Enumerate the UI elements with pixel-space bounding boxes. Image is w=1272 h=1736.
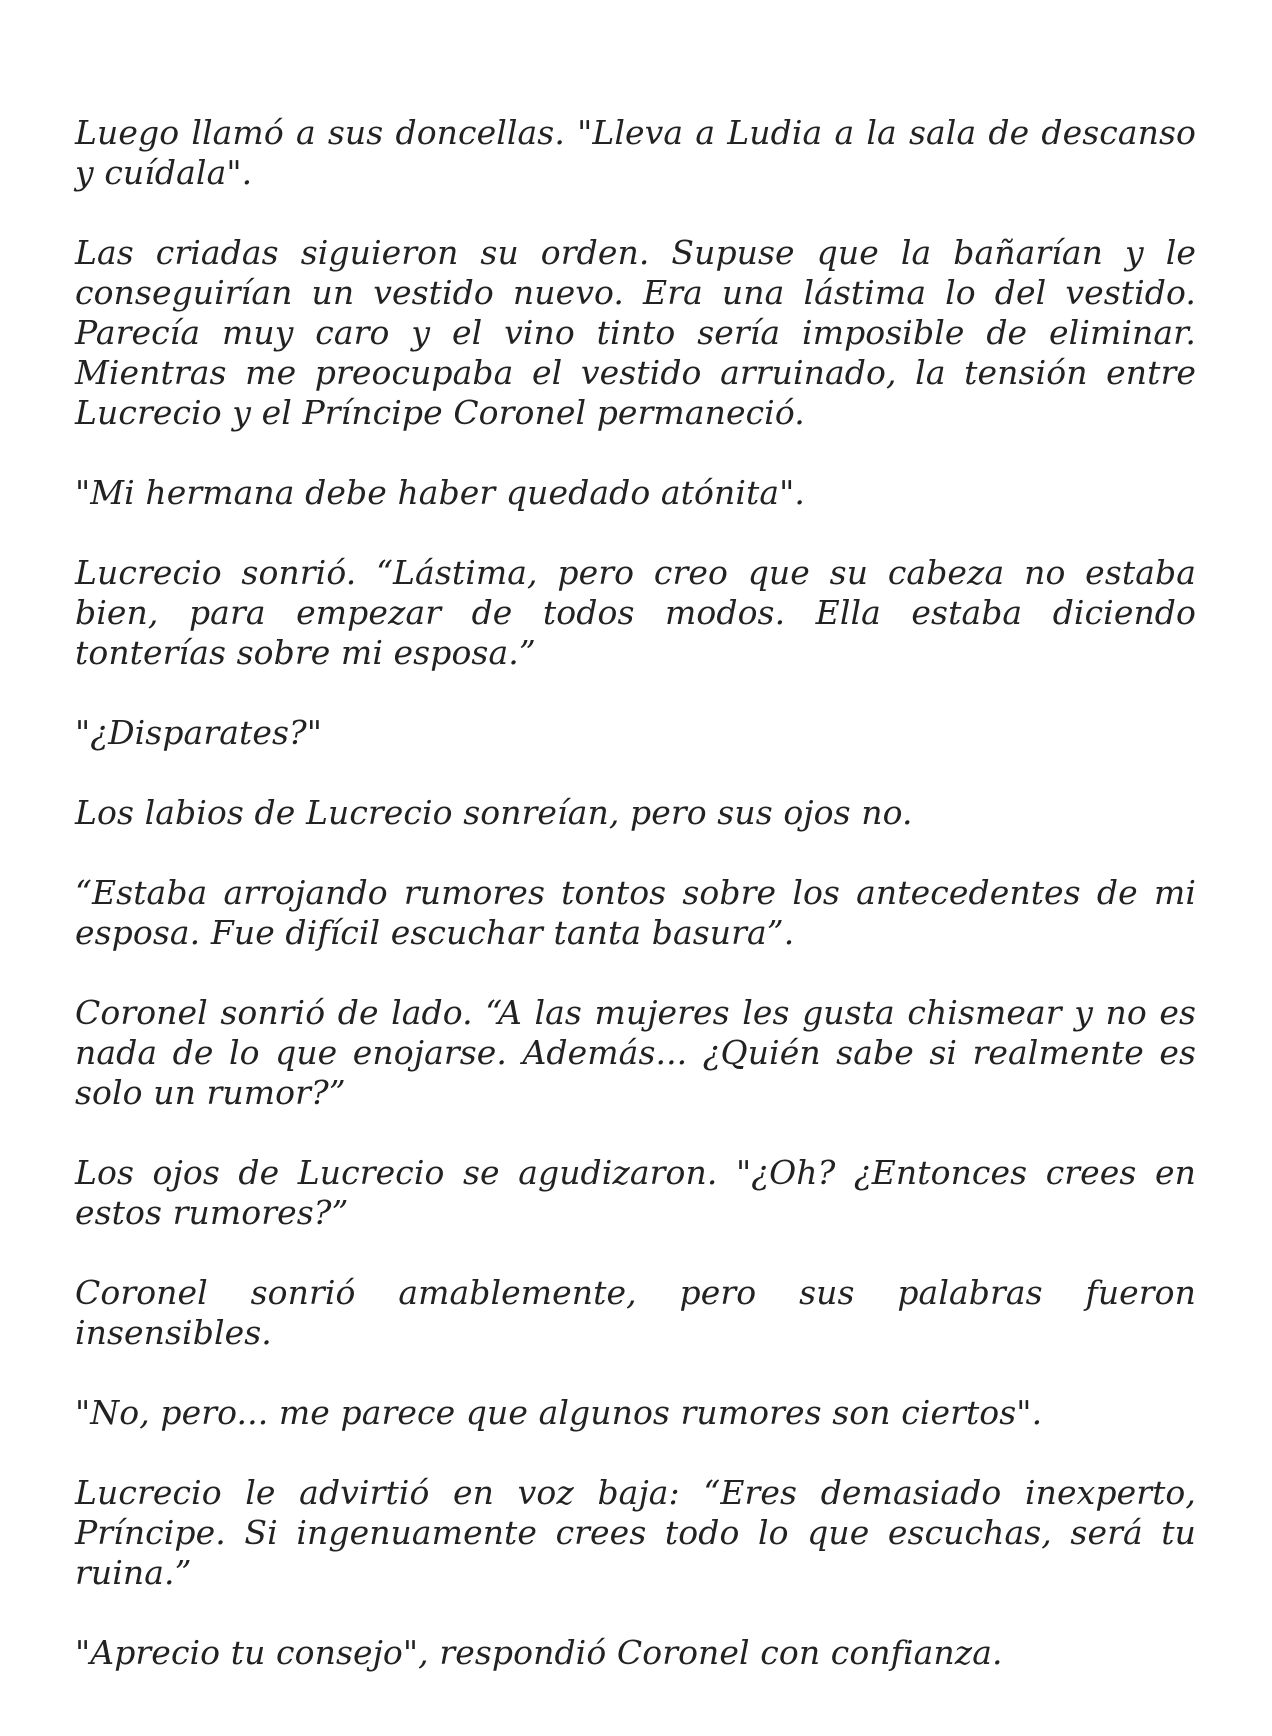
paragraph-4: Lucrecio sonrió. “Lástima, pero creo que su cabeza no estaba bien, para empezar de todos modos. Ella estaba diciendo tonterías sobre mi esposa.” [75,553,1196,672]
paragraph-11: "No, pero... me parece que algunos rumores son ciertos". [75,1393,1043,1432]
paragraph-2: Las criadas siguieron su orden. Supuse que la bañarían y le conseguirían un vestido nuevo. Era una lástima lo del vestido. Parecía muy caro y el vino tinto sería imposible de eliminar. Mientras me preocupaba el vestido arruinado, la tensión entre Lucrecio y el Príncipe Coronel permaneció. [75,233,1196,432]
paragraph-13: "Aprecio tu consejo", respondió Coronel con confianza. [75,1633,1003,1672]
paragraph-5: "¿Disparates?" [75,713,323,752]
paragraph-9: Los ojos de Lucrecio se agudizaron. "¿Oh? ¿Entonces crees en estos rumores?” [75,1153,1196,1232]
paragraph-10: Coronel sonrió amablemente, pero sus palabras fueron insensibles. [75,1273,1196,1352]
paragraph-8: Coronel sonrió de lado. “A las mujeres les gusta chismear y no es nada de lo que enojarse. Además... ¿Quién sabe si realmente es solo un rumor?” [75,993,1196,1112]
paragraph-3: "Mi hermana debe haber quedado atónita". [75,473,805,512]
paragraph-6: Los labios de Lucrecio sonreían, pero sus ojos no. [75,793,913,832]
paragraph-7: “Estaba arrojando rumores tontos sobre los antecedentes de mi esposa. Fue difícil escuchar tanta basura”. [75,873,1196,952]
document-page [75,113,1196,1713]
paragraph-1: Luego llamó a sus doncellas. "Lleva a Ludia a la sala de descanso y cuídala". [75,113,1196,192]
paragraph-12: Lucrecio le advirtió en voz baja: “Eres demasiado inexperto, Príncipe. Si ingenuamente crees todo lo que escuchas, será tu ruina.” [75,1473,1196,1592]
